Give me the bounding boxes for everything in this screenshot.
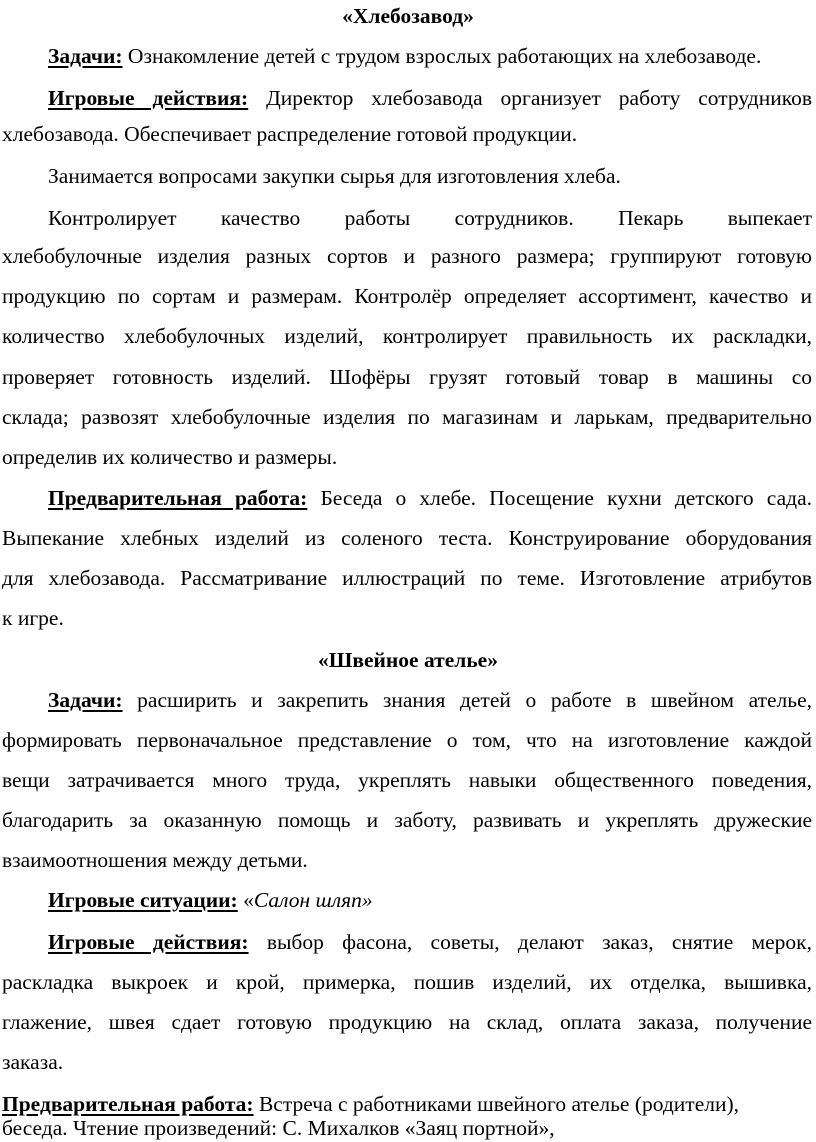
tasks2-paragraph-line1 [48,686,812,714]
tasks-text: Ознакомление детей с трудом взрослых работающих на хлебозаводе. [122,44,762,68]
actions-line8: проверяет готовность изделий. Шофёры грузят готовый товар в машины со [2,365,812,389]
prep-text: Беседа о хлебе. Посещение кухни детского сада. [307,486,812,510]
actions2-text: выбор фасона, советы, делают заказ, снятие мерок, [248,930,812,954]
situations-paragraph [48,886,373,914]
actions-line10: определив их количество и размеры. [2,445,338,469]
actions-line3: Занимается вопросами закупки сырья для изготовления хлеба. [48,164,621,188]
prep-line4: к игре. [2,606,64,630]
actions-label: Игровые действия: [48,86,249,110]
actions-line2: хлебозавода. Обеспечивает распределение готовой продукции. [2,122,578,146]
prep-paragraph-line1 [48,484,812,512]
actions-line4: Контролирует качество работы сотрудников. Пекарь выпекает [48,206,812,230]
prep-line3: для хлебозавода. Рассматривание иллюстраций по теме. Изготовление атрибутов [2,566,812,590]
prep-label: Предварительная работа: [48,486,308,510]
actions2-line4: заказа. [2,1050,64,1074]
prep2-label: Предварительная работа: [2,1092,254,1116]
actions2-line2: раскладка выкроек и крой, примерка, пошив изделий, их отделка, вышивка, [2,970,812,994]
situations-italic: Салон шляп» [253,888,373,912]
situations-text: « [237,888,254,912]
prep2-text: Встреча с работниками швейного ателье (родители), [253,1092,740,1116]
tasks2-text: расширить и закрепить знания детей о работе в швейном ателье, [122,688,812,712]
actions-line7: количество хлебобулочных изделий, контролирует правильность их раскладки, [2,324,812,348]
situations-label: Игровые ситуации: [48,888,238,912]
tasks2-line2: формировать первоначальное представление о том, что на изготовление каждой [2,728,812,752]
tasks2-line3: вещи затрачивается много труда, укреплять навыки общественного поведения, [2,768,812,792]
prep-line2: Выпекание хлебных изделий из соленого теста. Конструирование оборудования [2,526,812,550]
actions2-line3: глажение, швея сдает готовую продукцию на склад, оплата заказа, получение [2,1010,812,1034]
section-title-bread-factory: «Хлебозавод» [342,4,474,28]
tasks-paragraph [48,42,761,70]
prep2-line2: беседа. Чтение произведений: С. Михалков «Заяц портной», [2,1116,555,1140]
tasks2-line5: взаимоотношения между детьми. [2,848,308,872]
section-title-sewing-atelier: «Швейное ателье» [318,648,498,672]
actions2-paragraph-line1 [48,928,812,956]
actions-paragraph-line1 [48,84,812,112]
actions-line9: склада; развозят хлебобулочные изделия по магазинам и ларькам, предварительно [2,405,812,429]
tasks2-line4: благодарить за оказанную помощь и заботу, развивать и укреплять дружеские [2,808,812,832]
actions-text: Директор хлебозавода организует работу сотрудников [248,86,812,110]
tasks-label: Задачи: [48,44,123,68]
actions-line6: продукцию по сортам и размерам. Контролёр определяет ассортимент, качество и [2,284,812,308]
actions-line5: хлебобулочные изделия разных сортов и разного размера; группируют готовую [2,244,812,268]
tasks2-label: Задачи: [48,688,123,712]
actions2-label: Игровые действия: [48,930,249,954]
